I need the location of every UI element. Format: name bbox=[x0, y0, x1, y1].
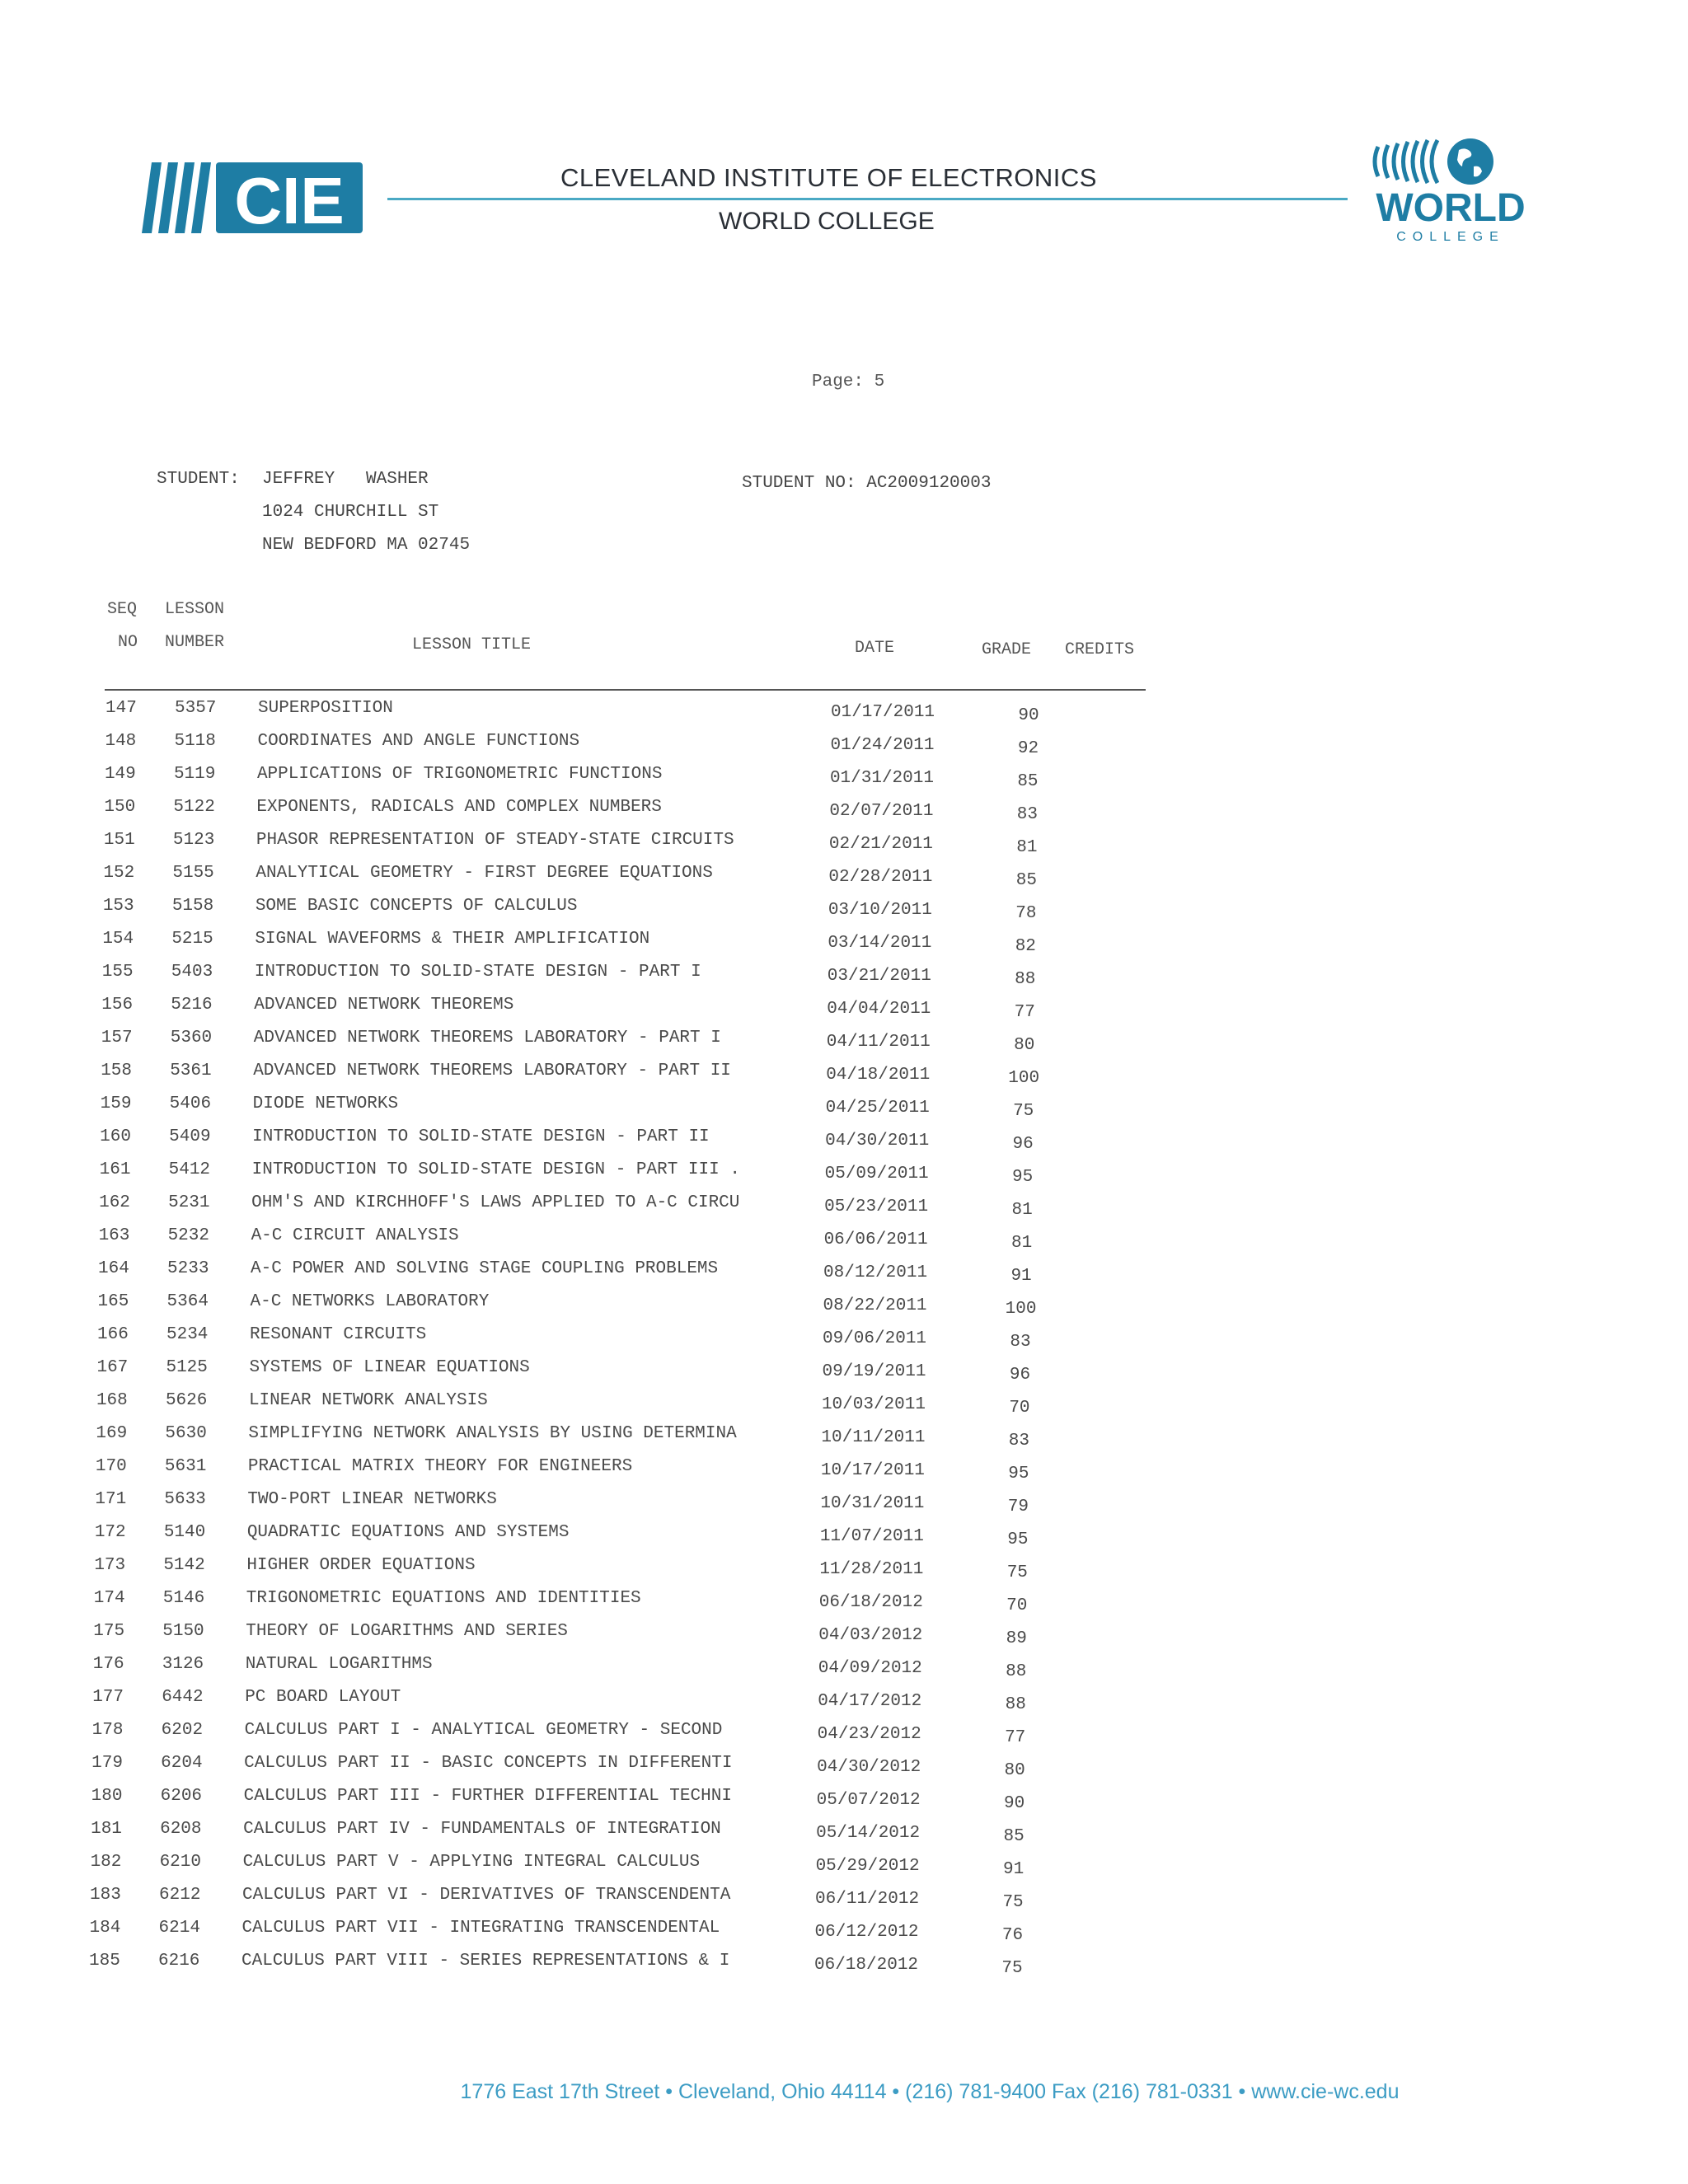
student-label: STUDENT: bbox=[157, 470, 240, 489]
lesson-number-cell: 5364 bbox=[166, 1292, 209, 1311]
college-name: WORLD COLLEGE bbox=[719, 208, 935, 235]
lesson-number-cell: 5150 bbox=[162, 1622, 204, 1641]
cie-logo-text: CIE bbox=[234, 164, 345, 237]
seq-cell: 171 bbox=[95, 1490, 127, 1509]
grade-cell: 83 bbox=[1016, 805, 1039, 824]
date-cell: 06/18/2012 bbox=[814, 1956, 919, 1975]
lesson-number-cell: 6208 bbox=[160, 1820, 202, 1839]
cie-logo bbox=[140, 161, 364, 237]
seq-cell: 156 bbox=[101, 996, 134, 1015]
lesson-number-cell: 5122 bbox=[173, 798, 215, 817]
date-cell: 08/12/2011 bbox=[823, 1263, 928, 1282]
date-cell: 05/23/2011 bbox=[824, 1197, 929, 1216]
lesson-number-cell: 5158 bbox=[171, 897, 214, 916]
date-cell: 04/03/2012 bbox=[818, 1626, 923, 1645]
date-cell: 01/31/2011 bbox=[829, 769, 934, 788]
lesson-title-cell: QUADRATIC EQUATIONS AND SYSTEMS bbox=[246, 1523, 570, 1542]
table-row bbox=[0, 930, 1688, 963]
seq-cell: 174 bbox=[93, 1589, 125, 1608]
lesson-title-cell: SIMPLIFYING NETWORK ANALYSIS BY USING DETERMINA bbox=[248, 1424, 737, 1443]
grade-cell: 96 bbox=[1012, 1135, 1034, 1154]
lesson-title-cell: CALCULUS PART VI - DERIVATIVES OF TRANSCENDENTA bbox=[242, 1886, 731, 1905]
table-row bbox=[0, 996, 1688, 1029]
seq-cell: 153 bbox=[102, 897, 134, 916]
seq-cell: 167 bbox=[96, 1358, 129, 1377]
col-header-credits: CREDITS bbox=[1065, 640, 1135, 659]
lesson-title-cell: APPLICATIONS OF TRIGONOMETRIC FUNCTIONS bbox=[256, 765, 663, 784]
seq-cell: 182 bbox=[90, 1853, 122, 1872]
date-cell: 05/07/2012 bbox=[816, 1791, 921, 1810]
grade-cell: 91 bbox=[1010, 1267, 1032, 1286]
grade-cell: 83 bbox=[1008, 1432, 1030, 1451]
table-row bbox=[0, 1457, 1688, 1490]
lesson-number-cell: 5232 bbox=[167, 1226, 209, 1245]
seq-cell: 185 bbox=[89, 1952, 120, 1971]
lesson-number-cell: 5631 bbox=[164, 1457, 207, 1476]
date-cell: 06/06/2011 bbox=[823, 1230, 928, 1249]
lesson-title-cell: INTRODUCTION TO SOLID-STATE DESIGN - PART I bbox=[254, 963, 701, 982]
table-row bbox=[0, 1193, 1688, 1226]
lesson-title-cell: ADVANCED NETWORK THEOREMS LABORATORY - PART I bbox=[253, 1029, 721, 1047]
lesson-title-cell: PRACTICAL MATRIX THEORY FOR ENGINEERS bbox=[247, 1457, 633, 1476]
date-cell: 09/06/2011 bbox=[823, 1329, 927, 1348]
grade-cell: 85 bbox=[1017, 772, 1039, 791]
seq-cell: 165 bbox=[97, 1292, 129, 1311]
grade-cell: 82 bbox=[1015, 937, 1036, 956]
table-row bbox=[0, 1094, 1688, 1127]
lesson-number-cell: 6210 bbox=[159, 1853, 201, 1872]
date-cell: 04/04/2011 bbox=[827, 1000, 931, 1019]
seq-cell: 178 bbox=[91, 1721, 124, 1740]
col-header-seq-top: SEQ bbox=[107, 600, 138, 619]
globe-icon bbox=[1447, 138, 1493, 185]
lesson-title-cell: ANALYTICAL GEOMETRY - FIRST DEGREE EQUATIONS bbox=[256, 864, 713, 883]
lesson-number-cell: 5142 bbox=[163, 1556, 205, 1575]
lesson-number-cell: 5123 bbox=[172, 831, 215, 850]
date-cell: 02/07/2011 bbox=[829, 802, 934, 821]
seq-cell: 150 bbox=[104, 798, 136, 817]
date-cell: 04/25/2011 bbox=[825, 1099, 930, 1118]
table-row bbox=[0, 1952, 1688, 1985]
table-row bbox=[0, 1721, 1688, 1754]
lesson-title-cell: THEORY OF LOGARITHMS AND SERIES bbox=[246, 1622, 568, 1641]
table-row bbox=[0, 1754, 1688, 1787]
lesson-number-cell: 6202 bbox=[161, 1721, 204, 1740]
grade-cell: 88 bbox=[1015, 970, 1036, 989]
lesson-number-cell: 5361 bbox=[170, 1062, 212, 1080]
lesson-number-cell: 5403 bbox=[171, 963, 213, 982]
table-row bbox=[0, 1292, 1688, 1325]
lesson-title-cell: SIGNAL WAVEFORMS & THEIR AMPLIFICATION bbox=[255, 930, 650, 949]
date-cell: 04/11/2011 bbox=[826, 1033, 931, 1052]
date-cell: 04/17/2012 bbox=[818, 1692, 922, 1711]
grade-cell: 81 bbox=[1010, 1234, 1033, 1253]
table-row bbox=[0, 831, 1688, 864]
seq-cell: 177 bbox=[92, 1688, 124, 1707]
seq-cell: 169 bbox=[96, 1424, 128, 1443]
table-row bbox=[0, 798, 1688, 831]
signal-waves-icon bbox=[1375, 140, 1437, 183]
lesson-number-cell: 6204 bbox=[161, 1754, 203, 1773]
table-row bbox=[0, 1589, 1688, 1622]
date-cell: 11/28/2011 bbox=[819, 1560, 924, 1579]
grade-cell: 85 bbox=[1015, 871, 1037, 890]
lesson-number-cell: 5409 bbox=[169, 1127, 211, 1146]
seq-cell: 176 bbox=[92, 1655, 124, 1674]
lesson-title-cell: ADVANCED NETWORK THEOREMS LABORATORY - PART II bbox=[253, 1062, 731, 1080]
grade-cell: 75 bbox=[1002, 1893, 1024, 1912]
date-cell: 06/11/2012 bbox=[815, 1890, 920, 1909]
table-row bbox=[0, 864, 1688, 897]
lesson-number-cell: 5215 bbox=[171, 930, 213, 949]
seq-cell: 183 bbox=[90, 1886, 121, 1905]
lesson-number-cell: 5118 bbox=[174, 732, 216, 751]
seq-cell: 152 bbox=[103, 864, 135, 883]
lesson-number-cell: 6442 bbox=[162, 1688, 204, 1707]
seq-cell: 184 bbox=[89, 1919, 121, 1938]
date-cell: 05/29/2012 bbox=[815, 1857, 920, 1876]
grade-cell: 85 bbox=[1003, 1827, 1025, 1846]
lesson-title-cell: SUPERPOSITION bbox=[258, 699, 393, 718]
table-row bbox=[0, 963, 1688, 996]
table-row bbox=[0, 1259, 1688, 1292]
lesson-number-cell: 5125 bbox=[166, 1358, 208, 1377]
table-row bbox=[0, 1655, 1688, 1688]
grade-cell: 90 bbox=[1004, 1794, 1025, 1813]
seq-cell: 166 bbox=[97, 1325, 129, 1344]
grade-cell: 79 bbox=[1007, 1497, 1029, 1516]
date-cell: 03/10/2011 bbox=[828, 901, 932, 920]
grade-cell: 80 bbox=[1004, 1761, 1025, 1780]
lesson-title-cell: CALCULUS PART IV - FUNDAMENTALS OF INTEGRATION bbox=[243, 1820, 721, 1839]
grade-cell: 91 bbox=[1002, 1860, 1025, 1879]
lesson-title-cell: CALCULUS PART VIII - SERIES REPRESENTATIONS & I bbox=[241, 1952, 730, 1971]
date-cell: 04/30/2011 bbox=[825, 1132, 930, 1151]
lesson-title-cell: EXPONENTS, RADICALS AND COMPLEX NUMBERS bbox=[256, 798, 662, 817]
seq-cell: 172 bbox=[94, 1523, 126, 1542]
lesson-title-cell: A-C CIRCUIT ANALYSIS bbox=[251, 1226, 459, 1245]
col-header-date: DATE bbox=[855, 639, 895, 658]
table-row bbox=[0, 1523, 1688, 1556]
lesson-number-cell: 5412 bbox=[168, 1160, 211, 1179]
table-row bbox=[0, 1688, 1688, 1721]
grade-cell: 100 bbox=[1008, 1069, 1040, 1088]
lesson-title-cell: NATURAL LOGARITHMS bbox=[245, 1655, 433, 1674]
table-row bbox=[0, 1787, 1688, 1820]
world-college-logo bbox=[1368, 138, 1533, 246]
seq-cell: 180 bbox=[91, 1787, 123, 1806]
grade-cell: 95 bbox=[1012, 1168, 1034, 1187]
lesson-number-cell: 5119 bbox=[173, 765, 216, 784]
date-cell: 06/18/2012 bbox=[818, 1593, 923, 1612]
grade-cell: 89 bbox=[1006, 1629, 1027, 1648]
table-row bbox=[0, 1490, 1688, 1523]
seq-cell: 147 bbox=[106, 699, 137, 718]
lesson-number-cell: 5233 bbox=[167, 1259, 209, 1278]
lesson-title-cell: PC BOARD LAYOUT bbox=[245, 1688, 401, 1707]
seq-cell: 155 bbox=[101, 963, 134, 982]
seq-cell: 179 bbox=[91, 1754, 123, 1773]
date-cell: 09/19/2011 bbox=[822, 1362, 926, 1381]
student-name: JEFFREY WASHER bbox=[262, 470, 429, 489]
lesson-title-cell: TWO-PORT LINEAR NETWORKS bbox=[247, 1490, 497, 1509]
lesson-title-cell: ADVANCED NETWORK THEOREMS bbox=[254, 996, 514, 1015]
world-logo-sub: COLLEGE bbox=[1396, 230, 1505, 244]
lesson-title-cell: COORDINATES AND ANGLE FUNCTIONS bbox=[257, 732, 580, 751]
header-rule bbox=[105, 689, 1146, 691]
header-divider bbox=[387, 198, 1348, 200]
lesson-number-cell: 6214 bbox=[158, 1919, 200, 1938]
lesson-number-cell: 5234 bbox=[166, 1325, 209, 1344]
date-cell: 10/11/2011 bbox=[821, 1428, 926, 1447]
lesson-number-cell: 6212 bbox=[159, 1886, 201, 1905]
grade-cell: 75 bbox=[1001, 1959, 1023, 1978]
grade-cell: 92 bbox=[1017, 739, 1039, 758]
table-row bbox=[0, 765, 1688, 798]
lesson-title-cell: INTRODUCTION TO SOLID-STATE DESIGN - PART II bbox=[252, 1127, 710, 1146]
lesson-title-cell: CALCULUS PART III - FURTHER DIFFERENTIAL TECHNI bbox=[243, 1787, 732, 1806]
table-row bbox=[0, 1556, 1688, 1589]
date-cell: 04/30/2012 bbox=[817, 1758, 921, 1777]
grade-cell: 80 bbox=[1014, 1036, 1035, 1055]
seq-cell: 158 bbox=[101, 1062, 133, 1080]
table-row bbox=[0, 1391, 1688, 1424]
world-logo-word: WORLD bbox=[1376, 186, 1526, 230]
lesson-title-cell: DIODE NETWORKS bbox=[252, 1094, 399, 1113]
lesson-number-cell: 5633 bbox=[164, 1490, 206, 1509]
grade-cell: 77 bbox=[1014, 1003, 1035, 1022]
table-row bbox=[0, 1919, 1688, 1952]
lesson-number-cell: 5357 bbox=[175, 699, 217, 718]
table-row bbox=[0, 1853, 1688, 1886]
grade-cell: 70 bbox=[1006, 1596, 1028, 1615]
grade-cell: 75 bbox=[1006, 1563, 1028, 1582]
page-number: Page: 5 bbox=[812, 373, 885, 391]
grade-cell: 81 bbox=[1011, 1201, 1033, 1220]
lesson-title-cell: INTRODUCTION TO SOLID-STATE DESIGN - PART III . bbox=[251, 1160, 740, 1179]
seq-cell: 148 bbox=[105, 732, 137, 751]
col-header-lesson-bottom: NUMBER bbox=[165, 633, 225, 652]
lesson-number-cell: 5360 bbox=[170, 1029, 213, 1047]
seq-cell: 175 bbox=[93, 1622, 125, 1641]
table-row bbox=[0, 1358, 1688, 1391]
seq-cell: 162 bbox=[99, 1193, 130, 1212]
lesson-number-cell: 5140 bbox=[163, 1523, 206, 1542]
table-row bbox=[0, 1127, 1688, 1160]
table-row bbox=[0, 1062, 1688, 1094]
footer-contact: 1776 East 17th Street • Cleveland, Ohio 44114 • (216) 781-9400 Fax (216) 781-0331 • www.cie-wc.edu bbox=[460, 2080, 1400, 2103]
table-row bbox=[0, 1226, 1688, 1259]
col-header-lesson-top: LESSON bbox=[165, 600, 225, 619]
lesson-title-cell: CALCULUS PART V - APPLYING INTEGRAL CALCULUS bbox=[242, 1853, 701, 1872]
seq-cell: 151 bbox=[103, 831, 135, 850]
table-row bbox=[0, 897, 1688, 930]
col-header-title: LESSON TITLE bbox=[412, 635, 532, 654]
seq-cell: 149 bbox=[104, 765, 136, 784]
lesson-number-cell: 5630 bbox=[165, 1424, 207, 1443]
table-row bbox=[0, 1029, 1688, 1062]
lesson-title-cell: CALCULUS PART II - BASIC CONCEPTS IN DIFFERENTI bbox=[244, 1754, 733, 1773]
seq-cell: 168 bbox=[96, 1391, 128, 1410]
date-cell: 01/24/2011 bbox=[830, 736, 935, 755]
lesson-title-cell: A-C NETWORKS LABORATORY bbox=[250, 1292, 490, 1311]
grade-cell: 96 bbox=[1009, 1366, 1031, 1385]
lesson-title-cell: SYSTEMS OF LINEAR EQUATIONS bbox=[249, 1358, 530, 1377]
date-cell: 05/09/2011 bbox=[824, 1165, 929, 1183]
table-row bbox=[0, 732, 1688, 765]
lesson-title-cell: SOME BASIC CONCEPTS OF CALCULUS bbox=[255, 897, 578, 916]
date-cell: 01/17/2011 bbox=[831, 703, 935, 722]
lesson-number-cell: 5406 bbox=[169, 1094, 212, 1113]
lesson-number-cell: 5216 bbox=[171, 996, 213, 1015]
lesson-title-cell: RESONANT CIRCUITS bbox=[250, 1325, 427, 1344]
lesson-number-cell: 5155 bbox=[172, 864, 214, 883]
lesson-number-cell: 5146 bbox=[162, 1589, 205, 1608]
seq-cell: 159 bbox=[100, 1094, 132, 1113]
date-cell: 04/23/2012 bbox=[817, 1725, 921, 1744]
lesson-title-cell: PHASOR REPRESENTATION OF STEADY-STATE CIRCUITS bbox=[256, 831, 734, 850]
lesson-number-cell: 6216 bbox=[158, 1952, 200, 1971]
seq-cell: 164 bbox=[98, 1259, 129, 1278]
date-cell: 11/07/2011 bbox=[819, 1527, 924, 1546]
table-row bbox=[0, 1160, 1688, 1193]
seq-cell: 163 bbox=[98, 1226, 130, 1245]
date-cell: 02/28/2011 bbox=[828, 868, 933, 887]
institution-name: CLEVELAND INSTITUTE OF ELECTRONICS bbox=[560, 163, 1097, 192]
table-row bbox=[0, 1424, 1688, 1457]
grade-cell: 78 bbox=[1015, 904, 1037, 923]
grade-cell: 83 bbox=[1010, 1333, 1031, 1352]
date-cell: 10/17/2011 bbox=[820, 1461, 925, 1480]
grade-cell: 81 bbox=[1016, 838, 1038, 857]
seq-cell: 170 bbox=[95, 1457, 127, 1476]
lesson-title-cell: CALCULUS PART VII - INTEGRATING TRANSCENDENTAL bbox=[241, 1919, 720, 1938]
col-header-grade: GRADE bbox=[982, 640, 1032, 659]
grade-cell: 76 bbox=[1001, 1926, 1024, 1945]
date-cell: 04/18/2011 bbox=[826, 1066, 931, 1085]
seq-cell: 154 bbox=[102, 930, 134, 949]
seq-cell: 161 bbox=[99, 1160, 131, 1179]
lesson-number-cell: 5626 bbox=[165, 1391, 208, 1410]
table-row bbox=[0, 1820, 1688, 1853]
grade-cell: 90 bbox=[1018, 706, 1039, 725]
grade-cell: 75 bbox=[1013, 1102, 1034, 1121]
seq-cell: 157 bbox=[101, 1029, 133, 1047]
seq-cell: 173 bbox=[94, 1556, 126, 1575]
table-row bbox=[0, 1325, 1688, 1358]
seq-cell: 160 bbox=[100, 1127, 131, 1146]
seq-cell: 181 bbox=[91, 1820, 122, 1839]
date-cell: 03/14/2011 bbox=[828, 934, 932, 953]
grade-cell: 70 bbox=[1009, 1399, 1030, 1418]
date-cell: 10/31/2011 bbox=[820, 1494, 925, 1513]
grade-cell: 95 bbox=[1007, 1530, 1029, 1549]
grade-cell: 88 bbox=[1006, 1662, 1027, 1681]
date-cell: 06/12/2012 bbox=[814, 1923, 919, 1942]
table-row bbox=[0, 1622, 1688, 1655]
lesson-number-cell: 6206 bbox=[160, 1787, 203, 1806]
lesson-number-cell: 5231 bbox=[168, 1193, 210, 1212]
lesson-title-cell: CALCULUS PART I - ANALYTICAL GEOMETRY - SECOND bbox=[244, 1721, 723, 1740]
grade-cell: 77 bbox=[1005, 1728, 1026, 1747]
date-cell: 10/03/2011 bbox=[821, 1395, 926, 1414]
date-cell: 05/14/2012 bbox=[816, 1824, 921, 1843]
student-address-line1: 1024 CHURCHILL ST bbox=[262, 503, 439, 522]
grade-cell: 100 bbox=[1005, 1300, 1037, 1319]
date-cell: 08/22/2011 bbox=[823, 1296, 927, 1315]
student-number: STUDENT NO: AC2009120003 bbox=[742, 474, 992, 493]
table-row bbox=[0, 1886, 1688, 1919]
lesson-title-cell: TRIGONOMETRIC EQUATIONS AND IDENTITIES bbox=[246, 1589, 641, 1608]
lesson-title-cell: A-C POWER AND SOLVING STAGE COUPLING PROBLEMS bbox=[251, 1259, 719, 1278]
lesson-number-cell: 3126 bbox=[162, 1655, 204, 1674]
col-header-seq-bottom: NO bbox=[118, 633, 138, 652]
table-row bbox=[0, 699, 1688, 732]
lesson-title-cell: LINEAR NETWORK ANALYSIS bbox=[248, 1391, 488, 1410]
date-cell: 04/09/2012 bbox=[818, 1659, 922, 1678]
grade-cell: 95 bbox=[1008, 1465, 1029, 1483]
date-cell: 02/21/2011 bbox=[828, 835, 933, 854]
lesson-title-cell: HIGHER ORDER EQUATIONS bbox=[246, 1556, 476, 1575]
student-address-line2: NEW BEDFORD MA 02745 bbox=[262, 536, 471, 555]
date-cell: 03/21/2011 bbox=[827, 967, 931, 986]
grade-cell: 88 bbox=[1005, 1695, 1026, 1714]
lesson-title-cell: OHM'S AND KIRCHHOFF'S LAWS APPLIED TO A-C CIRCU bbox=[251, 1193, 740, 1212]
